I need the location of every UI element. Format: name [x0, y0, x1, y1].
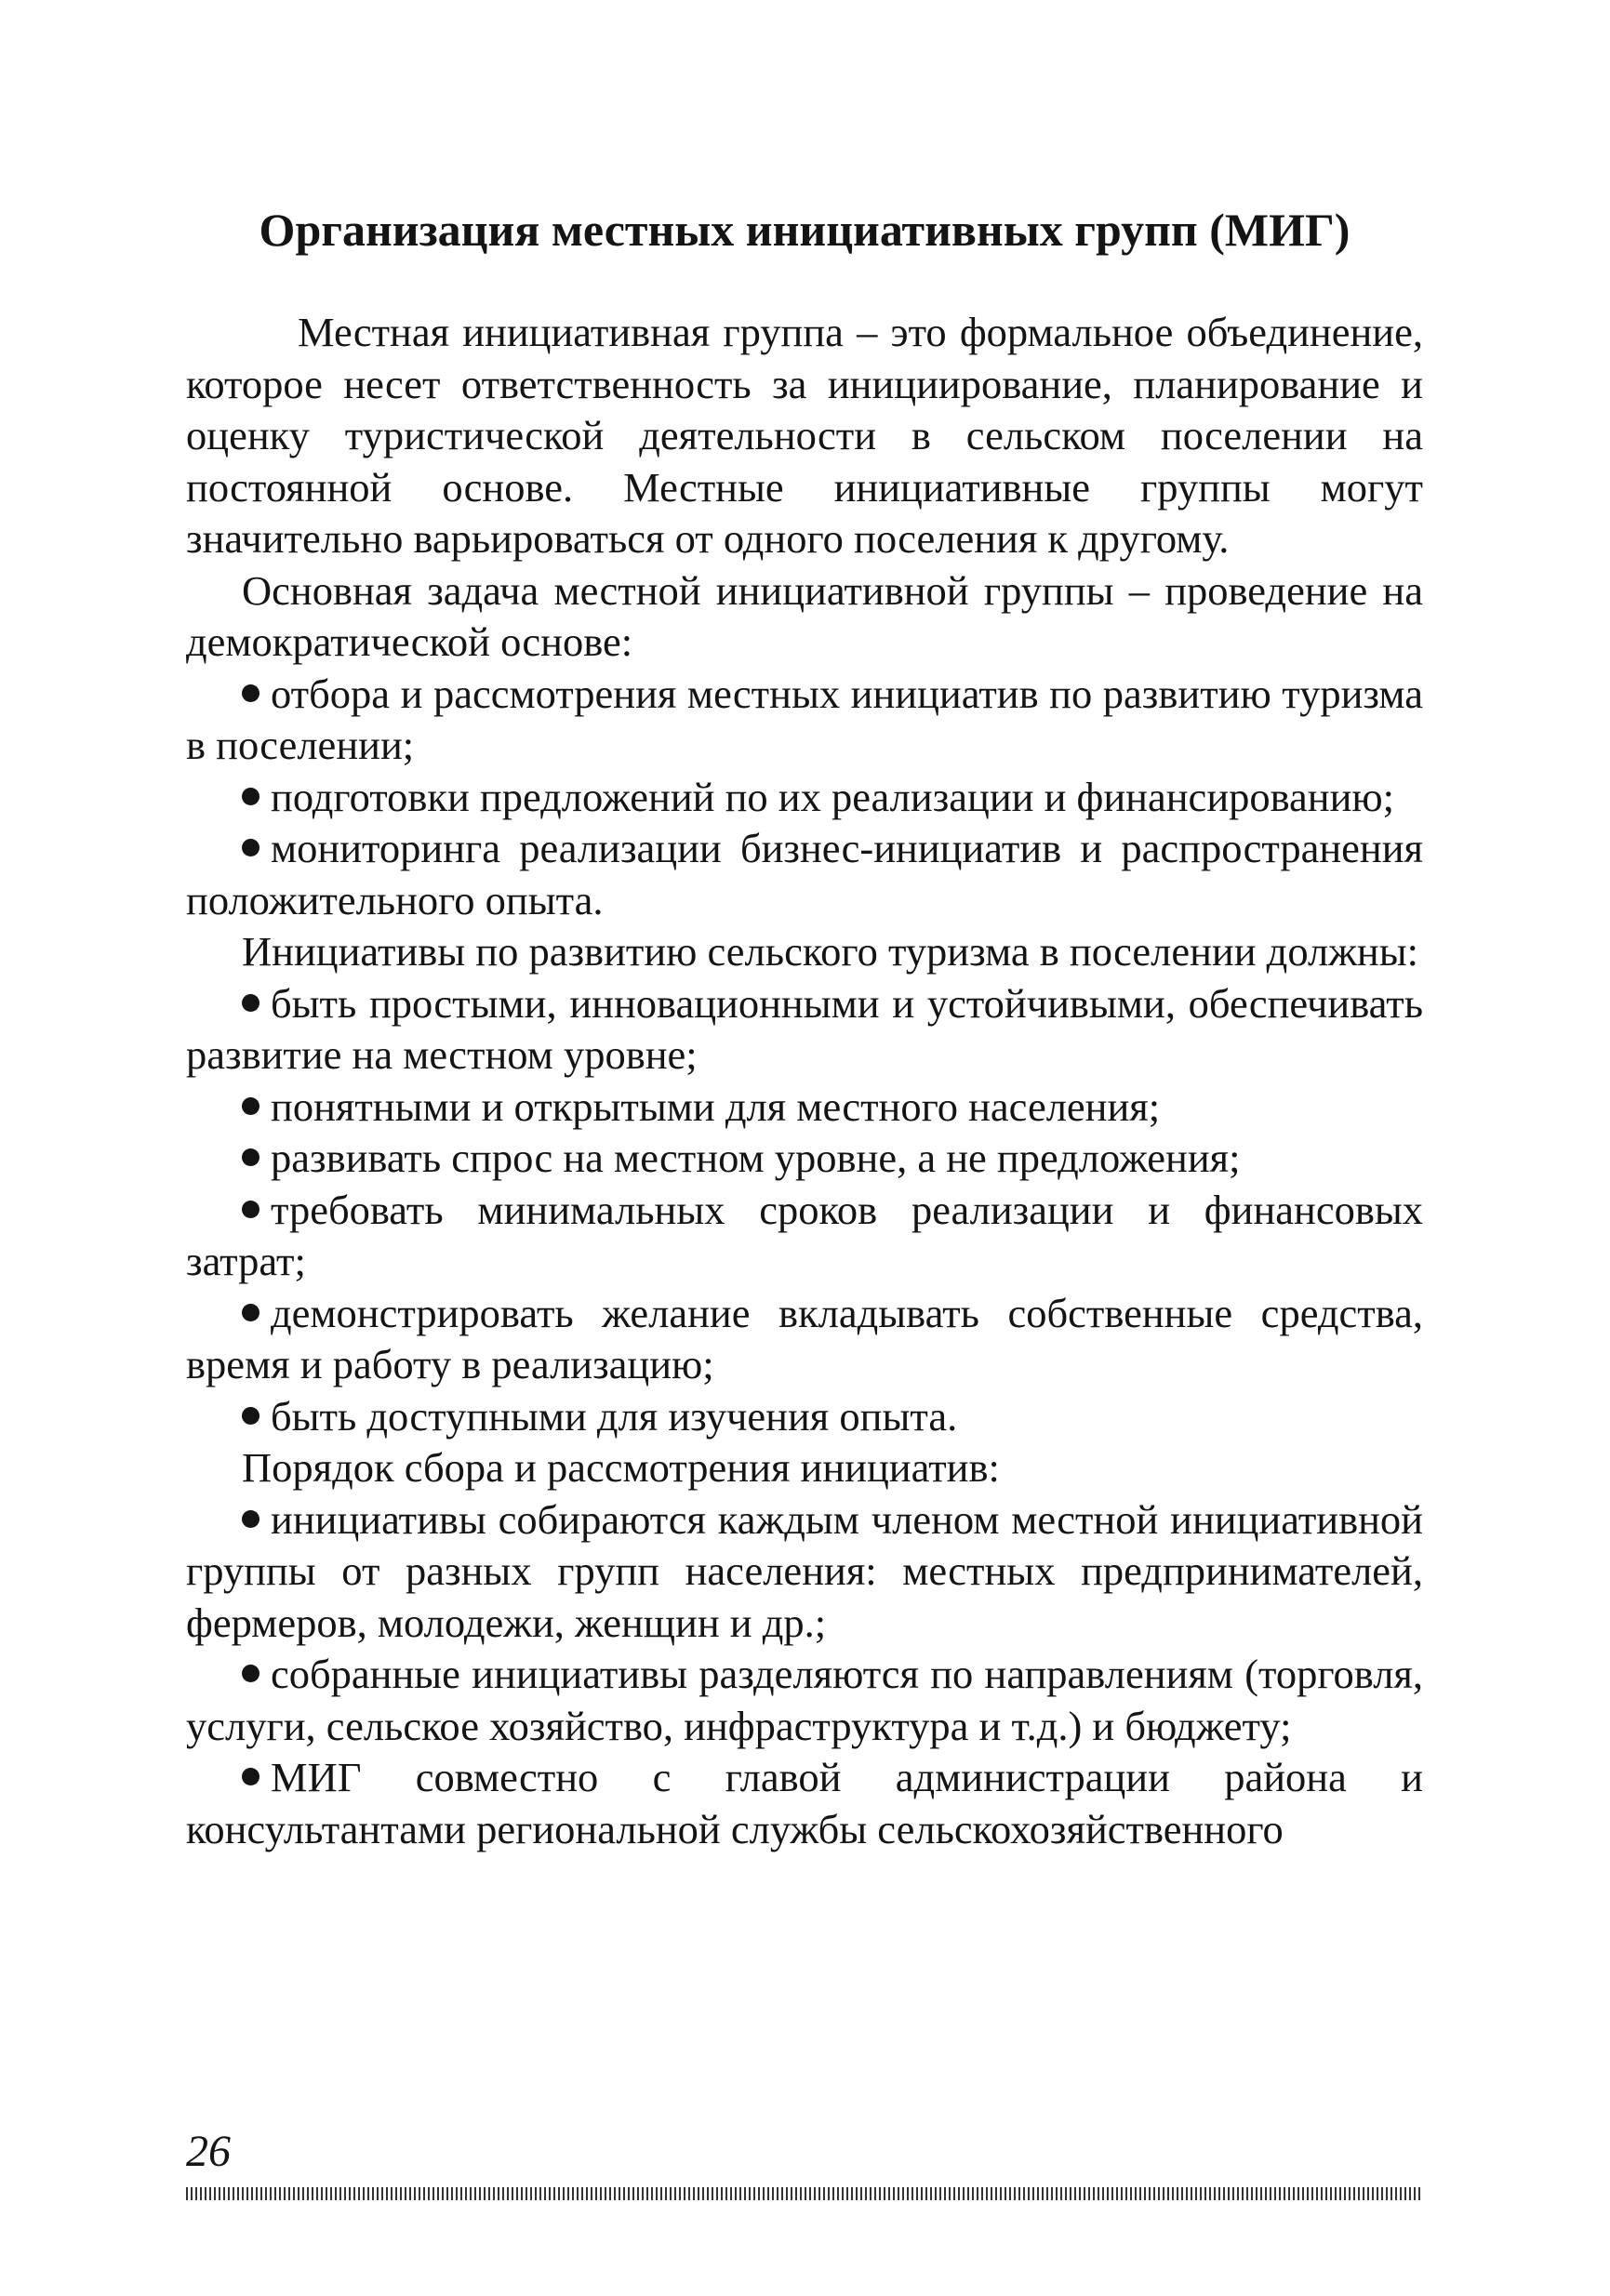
bullet-icon [242, 1201, 259, 1218]
list-item-text: подготовки предложений по их реализации и финансированию; [271, 773, 1395, 820]
list-item-text: быть доступными для изучения опыта. [271, 1392, 958, 1440]
list-item [186, 1288, 1423, 1391]
paragraph: Порядок сбора и рассмотрения инициатив: [242, 1444, 1000, 1491]
list-item-text: МИГ совместно с главой администрации района и консультантами региональной службы сельскохозяйственного [186, 1754, 1423, 1852]
list-item-text: понятными и открытыми для местного населения; [271, 1082, 1161, 1130]
page-number: 26 [186, 2127, 231, 2176]
page-title: Организация местных инициативных групп (МИГ) [259, 204, 1351, 256]
list-item [186, 1649, 1423, 1752]
bullet-icon [242, 1407, 259, 1425]
list-item [186, 772, 1423, 824]
bullet-icon [242, 994, 259, 1012]
list-item [186, 1391, 1423, 1443]
list-item-text: требовать минимальных сроков реализации и финансовых затрат; [186, 1186, 1423, 1284]
list-item [186, 1494, 1423, 1650]
list-item [186, 978, 1423, 1082]
list-item-text: мониторинга реализации бизнес-инициатив и распространения положительного опыта. [186, 825, 1423, 923]
paragraph: Основная задача местной инициативной группы – проведение на демократической основе: [186, 566, 1423, 665]
list-item-text: быть простыми, инновационными и устойчивыми, обеспечивать развитие на местном уровне; [186, 979, 1423, 1078]
list-item-text: демонстрировать желание вкладывать собственные средства, время и работу в реализацию; [186, 1289, 1423, 1387]
list-item [186, 669, 1423, 772]
paragraph: Местная инициативная группа – это формальное объединение, которое несет ответственность за инициирование, планирование и оценку туристической деятельности в сельском поселении на постоянной основе. Местные инициативные группы могут значительно варьироваться от одного поселения к другому. [186, 309, 1423, 562]
bullet-icon [242, 1665, 259, 1682]
list-item [186, 1133, 1423, 1185]
bullet-icon [242, 1768, 259, 1785]
paragraph: Инициативы по развитию сельского туризма в поселении должны: [242, 928, 1419, 975]
bullet-icon [242, 1304, 259, 1321]
list-item-text: отбора и рассмотрения местных инициатив по развитию туризма в поселении; [186, 670, 1423, 768]
footer-divider [186, 2187, 1423, 2200]
bullet-icon [242, 839, 259, 856]
list-item [186, 1082, 1423, 1134]
bullet-icon [242, 1510, 259, 1528]
bullet-icon [242, 1148, 259, 1166]
list-item [186, 1185, 1423, 1288]
list-item [186, 823, 1423, 926]
bullet-icon [242, 788, 259, 805]
bullet-icon [242, 1097, 259, 1115]
list-item-text: собранные инициативы разделяются по направлениям (торговля, услуги, сельское хозяйство, инфраструктура и т.д.) и бюджету; [186, 1651, 1423, 1749]
list-item [186, 1752, 1423, 1855]
list-item-text: развивать спрос на местном уровне, а не предложения; [271, 1135, 1241, 1181]
body-text [186, 307, 1423, 1855]
bullet-icon [242, 684, 259, 702]
list-item-text: инициативы собираются каждым членом местной инициативной группы от разных групп населения: местных предпринимателей, фермеров, молодежи, женщин и др.; [186, 1495, 1423, 1646]
